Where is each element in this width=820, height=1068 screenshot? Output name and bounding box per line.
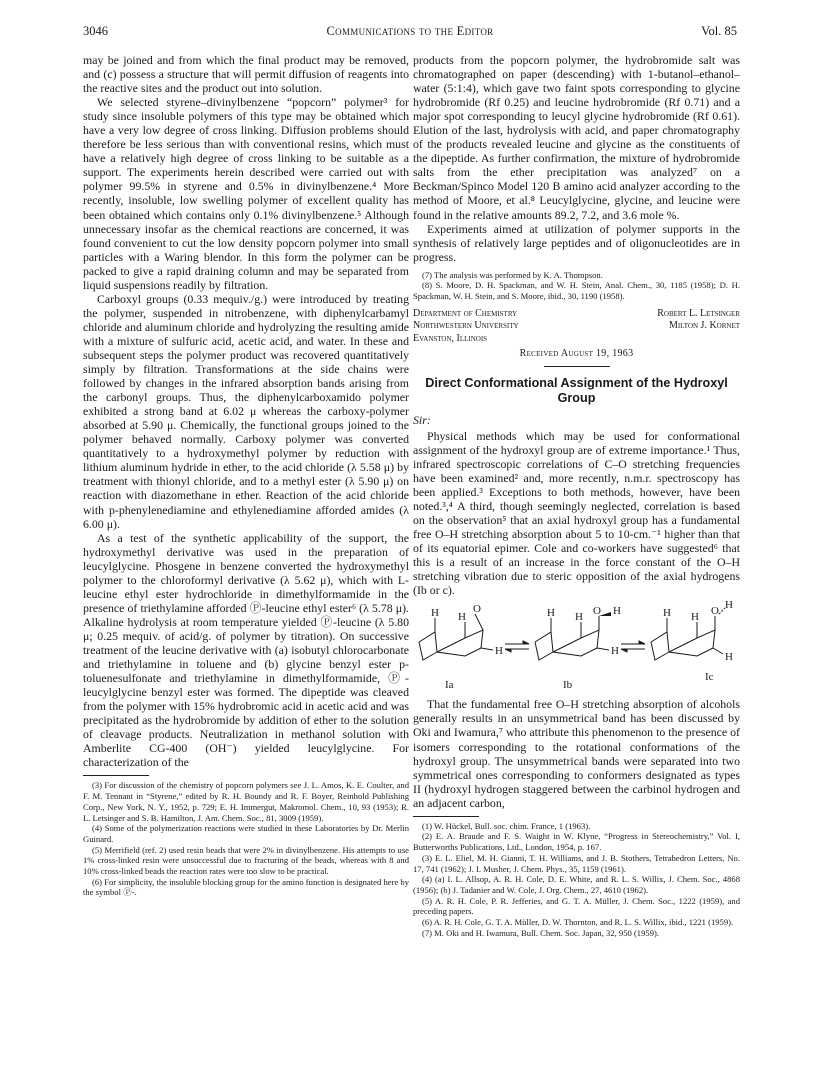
city: Evanston, Illinois	[413, 332, 488, 344]
author-name: Milton J. Kornet	[668, 320, 740, 332]
atom-O: O	[593, 605, 601, 618]
paragraph: As a test of the synthetic applicability of the support, the hydroxymethyl derivative was used in the preparation of leucylglycine. Phosgene in benzene converted the hydroxymethyl polymer to the chloroformyl derivative (λ 5.62 μ), which with L-leucine ethyl ester hydrochloride in dimethylformamide in the presence of triethylamine afforded Ⓟ-leucine ethyl ester⁶ (λ 5.78 μ). Alkaline hydrolysis at room temperature yielded Ⓟ-leucine (λ 5.80 μ; 0.25 mequiv. of acid/g. of polymer by titration). On successive treatment of the leucine derivative with (a) isobutyl chlorocarbonate and triethylamine in toluene and (b) glycine benzyl ester p-toluenesulfonate and triethylamine in dimethylformamide, Ⓟ-leucylglycine benzyl ester was formed. The dipeptide was cleaved from the polymer with 15% hydrobromic acid in acetic acid and was precipitated as the hydrobromide by addition of ether to the solution of cleavage products. Neutralization in methanol solution with Amberlite CG-400 (OH⁻) yielded leucylglycine. For characterization of the	[83, 530, 409, 770]
equilibrium-arrow	[621, 641, 645, 652]
salutation: Sir:	[413, 412, 431, 427]
institution-block	[413, 308, 519, 345]
footnote: (1) W. Hückel, Bull. soc. chim. France, 1 (1963).	[422, 820, 591, 831]
atom-H: H	[458, 611, 466, 624]
footnote: (4) (a) I. L. Allsop, A. R. H. Cole, D. E. White, and R. L. S. Willix, J. Chem. Soc., 4868 (1956); (b) J. Tadanier and W. Cole, J. Org. Chem., 27, 4610 (1962).	[413, 874, 740, 895]
footnote-divider	[83, 775, 149, 776]
right-footnotes-a	[413, 270, 740, 302]
paragraph: Carboxyl groups (0.33 mequiv./g.) were introduced by treating the polymer, suspended in nitrobenzene, with diphenylcarbamyl chloride and aluminum chloride and hydrolyzing the resulting amide with a mixture of sulfuric acid, acetic acid, and water. In these and subsequent steps the polymer product was recovered quantitatively simply by filtration. Transformations at the side chains were followed by changes in the infrared absorption bands arising from the carbonyl groups. Thus, the diphenylcarboxamido polymer exhibited a strong band at 6.02 μ whereas the carboxy-polymer absorbed at 5.90 μ. Chemically, the functional groups joined to the polymer behaved normally. Carboxy polymer was converted quantitatively to a hydroxymethyl polymer by reduction with lithium aluminum hydride in ether, to the acid chloride (λ 5.58 μ) by treatment with thionyl chloride, and to a methyl ester (λ 5.90 μ) on reaction with diazomethane in ether. Reaction of the acid chloride with p-phenylenediamine and ethylenediamine afforded amides (λ 6.00 μ).	[83, 291, 409, 531]
footnote-divider	[413, 816, 479, 817]
conformer-structures	[413, 600, 740, 696]
volume-label: Vol. 85	[701, 24, 737, 38]
footnote: (5) Merrifield (ref. 2) used resin beads that were 2% in divinylbenzene. His attempts to use 1% cross-linked resin were unsuccessful due to fracturing of the beads, whereas with 8 and 10% cross-linked beads the reaction rates were too slow to be practical.	[83, 844, 409, 877]
footnote: (8) S. Moore, D. H. Spackman, and W. H. Stein, Anal. Chem., 30, 1185 (1958); D. H. Spackman, W. H. Stein, and S. Moore, ibid., 30, 1190 (1958).	[413, 280, 740, 302]
received-date: Received August 19, 1963	[519, 347, 634, 359]
page-number: 3046	[83, 24, 108, 38]
structure-Ib	[535, 616, 609, 660]
authors-block	[657, 308, 740, 333]
left-body	[83, 53, 409, 769]
footnote: (4) Some of the polymerization reactions were studied in these Laboratories by Dr. Merlin Guinard.	[83, 823, 409, 844]
conformer-figure	[413, 600, 740, 696]
author-affiliation	[413, 308, 740, 346]
atom-H: H	[663, 607, 671, 620]
atom-H: H	[495, 645, 503, 658]
right-body-b	[413, 429, 740, 598]
running-header	[83, 24, 737, 42]
atom-H: H	[613, 605, 621, 618]
paragraph: That the fundamental free O–H stretching absorption of alcohols generally results in an unsymmetrical band has been discussed by Oki and Iwamura,⁷ who attribute this phenomenon to the presence of isomers corresponding to the rotational conformations of the hydroxyl group. The unsymmetrical bands were separated into two symmetrical ones corresponding to conformers designated as types II (hydroxyl hydrogen staggered between the carbinol hydrogen and an adjacent carbon,	[413, 697, 740, 810]
figure-label-Ia: Ia	[445, 679, 454, 692]
atom-O: O	[473, 603, 481, 616]
atom-H: H	[725, 600, 733, 612]
paragraph: Experiments aimed at utilization of polymer supports in the synthesis of relatively large peptides and of oligonucleotides are in progress.	[413, 221, 740, 264]
atom-H: H	[575, 611, 583, 624]
equilibrium-arrow	[505, 641, 529, 652]
figure-label-Ib: Ib	[563, 679, 573, 692]
left-column	[83, 53, 409, 898]
footnote: (6) For simplicity, the insoluble blocking group for the amino function is designated here by the symbol Ⓟ-.	[83, 876, 409, 898]
department: Department of Chemistry	[413, 307, 518, 319]
paragraph: We selected styrene–divinylbenzene “popcorn” polymer³ for study since insoluble polymers of this type may be obtained which have a very low degree of cross linking. Diffusion problems should therefore be less serious than with conventional resins, which must have a relatively high degree of cross linking to be suitable as a support. The experiments herein described were carried out with polymer 99.5% in styrene and 0.5% in divinylbenzene.⁴ More recently, insoluble, low swelling polymer of excellent quality has been obtained which contains only 0.1% divinylbenzene.⁵ Although unnecessary insofar as the chemical reactions are concerned, it was found convenient to cut the low density popcorn polymer into small particles with a Waring blendor. In this form the polymer can be packed to give a rapid draining column and may be separated from liquid suspensions readily by filtration.	[83, 95, 409, 292]
article-divider	[544, 366, 610, 367]
footnote: (3) For discussion of the chemistry of popcorn polymers see J. L. Amos, K. E. Coulter, and F. M. Tennant in “Styrene,” edited by R. H. Boundy and R. F. Boyer, Reinhold Publishing Corp., New York, N. Y., 1952, p. 729; E. H. Immergut, Makromol. Chem., 10, 93 (1953); R. L. Letsinger and S. B. Hamilton, J. Am. Chem. Soc., 81, 3009 (1959).	[83, 780, 409, 823]
atom-H: H	[431, 607, 439, 620]
atom-H: H	[725, 651, 733, 664]
footnote: (7) The analysis was performed by K. A. Thompson.	[422, 269, 603, 280]
journal-section-title: Communications to the Editor	[326, 24, 494, 38]
footnote: (7) M. Oki and H. Iwamura, Bull. Chem. Soc. Japan, 32, 950 (1959).	[422, 927, 660, 938]
paragraph: products from the popcorn polymer, the hydrobromide salt was chromatographed on paper (descending) with 1-butanol–ethanol–water (5:1:4), which gave two faint spots corresponding to glycine hydrobromide (Rf 0.25) and leucine hydrobromide (Rf 0.71) and a major spot corresponding to leucyl glycine hydrobromide (Rf 0.61). Elution of the last, hydrolysis with acid, and paper chromatography of the products revealed leucine and glycine as the constituents of the dipeptide. As further confirmation, the mixture of hydrobromide salts from the ether precipitation was analyzed⁷ on a Beckman/Spinco Model 120 B amino acid analyzer according to the method of Moore, et al.⁸ Leucylglycine, glycine, and leucine were found in the relative amounts 89.2, 7.2, and 3.6 mole %.	[413, 53, 740, 222]
figure-label-Ic: Ic	[705, 671, 714, 684]
atom-H: H	[611, 645, 619, 658]
paragraph: may be joined and from which the final product may be removed, and (c) possess a structure that will permit diffusion of reagents into the reactive sites and the product out into solution.	[83, 53, 409, 96]
footnote: (5) A. R. H. Cole, P. R. Jefferies, and G. T. A. Müller, J. Chem. Soc., 1222 (1959), and preceding papers.	[413, 895, 740, 917]
paragraph: Physical methods which may be used for conformational assignment of the hydroxyl group are of extreme importance.¹ Thus, infrared spectroscopic correlations of C–O stretching frequencies have been examined² and, more recently, n.m.r. spectroscopy has been applied.³ Exceptions to both methods, however, have been noted.³,⁴ A third, though seemingly neglected, correlation is based on the observation⁵ that an axial hydroxyl group has a fundamental free O–H stretching absorption about 5 to 10-cm.⁻¹ higher than that of its equatorial epimer. Cole and co-workers have suggested⁶ that this is a result of an increase in the force constant of the O–H stretching vibration due to steric opposition of the axial hydrogens (Ib or c).	[413, 428, 740, 598]
atom-H: H	[547, 607, 555, 620]
author-name: Robert L. Letsinger	[657, 307, 740, 319]
article-title: Direct Conformational Assignment of the Hydroxyl Group	[425, 375, 728, 406]
footnote: (2) E. A. Braude and F. S. Waight in W. Klyne, “Progress in Stereochemistry,” Vol. I, Butterworths Publications, Ltd., London, 1954, p. 167.	[413, 831, 740, 853]
right-body-c	[413, 697, 740, 809]
atom-H: H	[691, 611, 699, 624]
right-footnotes-b	[413, 821, 740, 939]
right-body-a	[413, 53, 740, 264]
right-column	[413, 53, 740, 938]
footnote: (3) E. L. Eliel, M. H. Gianni, T. H. Williams, and J. B. Stothers, Tetrahedron Letters, No. 17, 741 (1962); J. I. Musher, J. Chem. Phys., 35, 1159 (1961).	[413, 852, 740, 874]
footnote: (6) A. R. H. Cole, G. T. A. Müller, D. W. Thornton, and R. L. S. Willix, ibid., 1221 (1959).	[422, 917, 734, 928]
atom-O: O	[711, 605, 719, 618]
structure-Ia	[419, 614, 493, 660]
university: Northwestern University	[413, 320, 519, 332]
left-footnotes	[83, 780, 409, 898]
